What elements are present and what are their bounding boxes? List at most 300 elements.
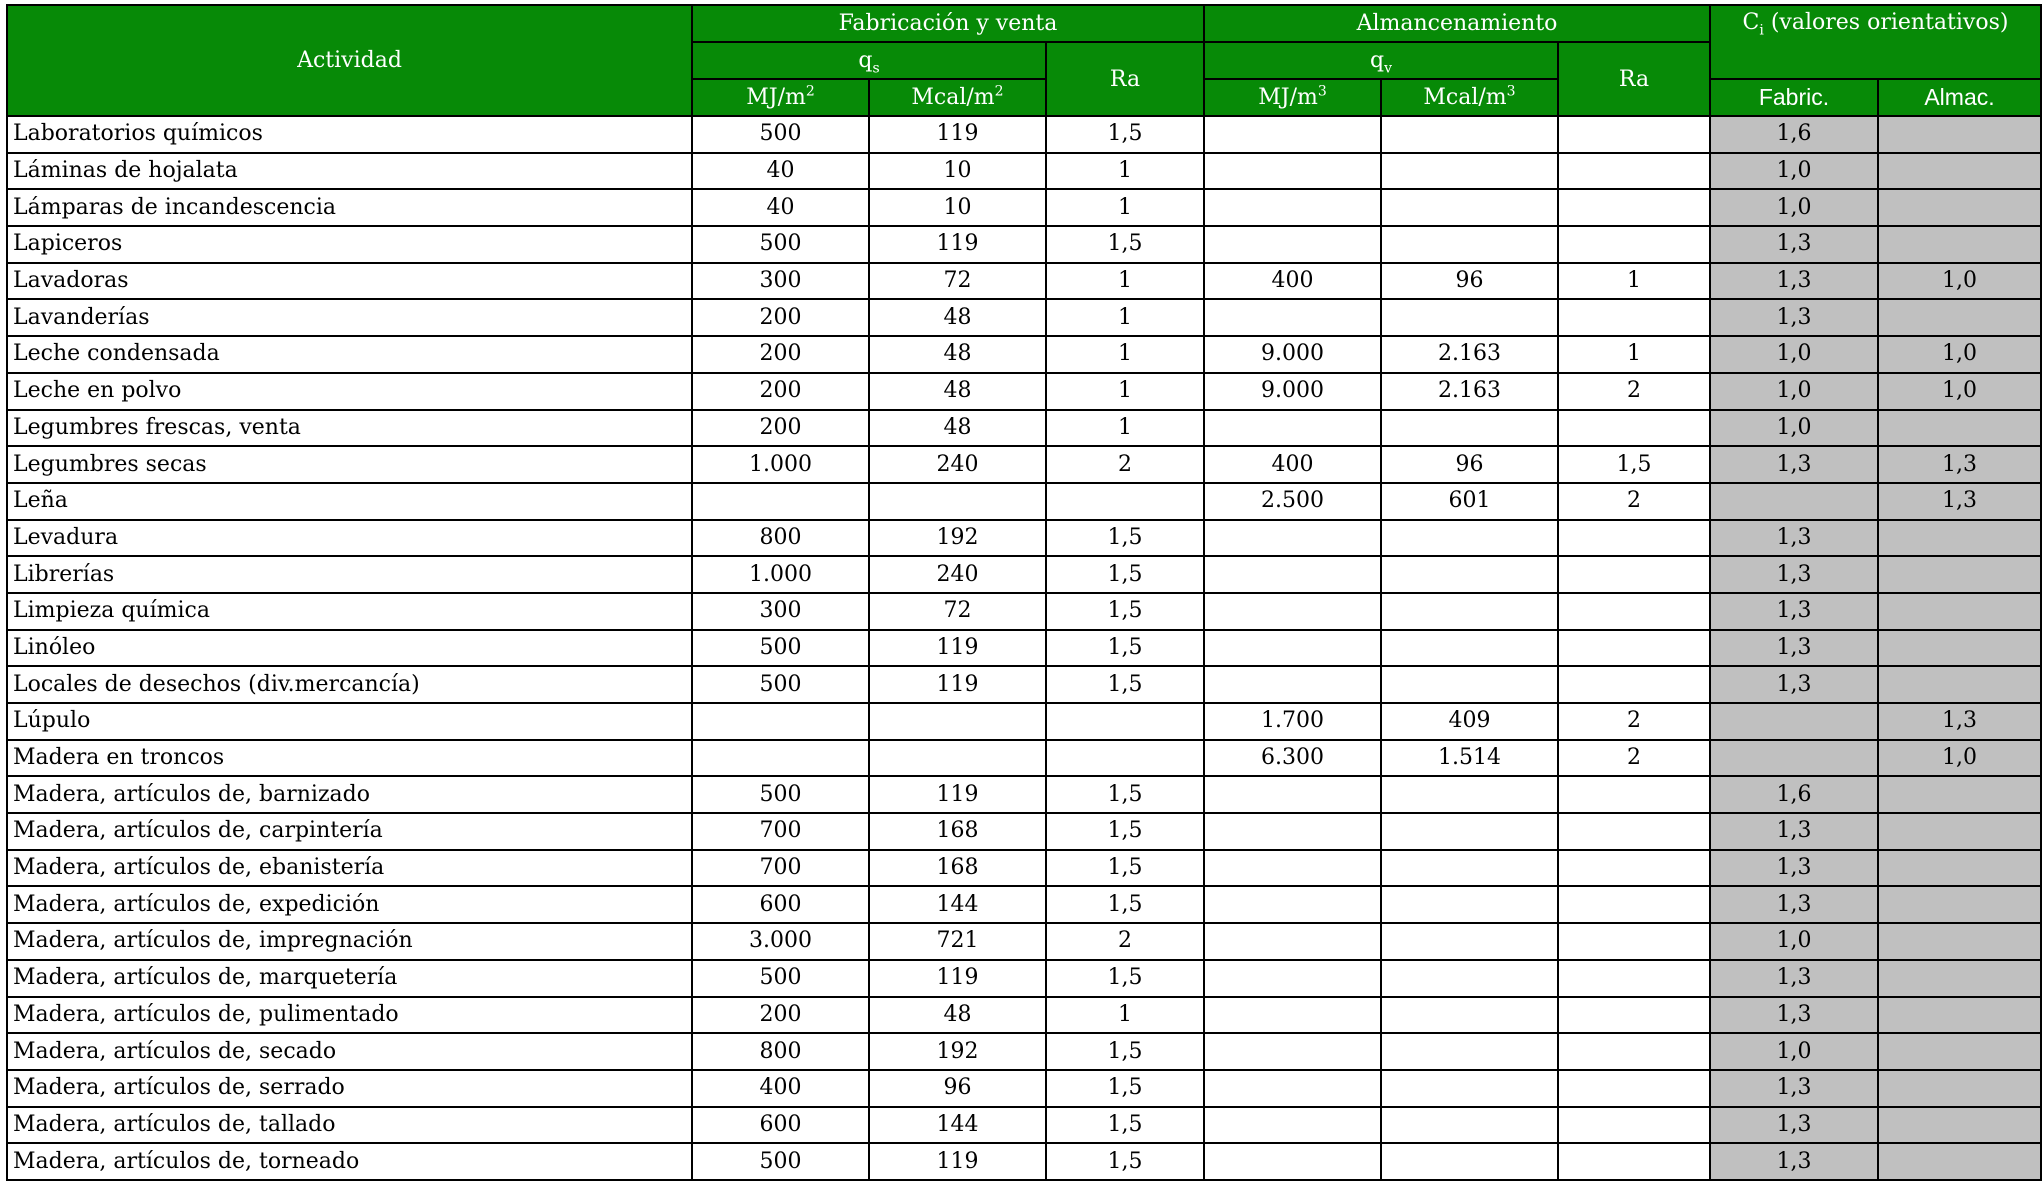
mcal-m3-cell	[1381, 923, 1558, 960]
ra-almacenamiento-cell: 2	[1558, 483, 1710, 520]
mj-m3-cell	[1204, 410, 1381, 447]
ra-almacenamiento-cell	[1558, 997, 1710, 1034]
table-row	[7, 740, 2041, 777]
ra-fabricacion-cell: 1,5	[1046, 593, 1204, 630]
ra-almacenamiento-cell	[1558, 226, 1710, 263]
ci-almac-cell	[1878, 1033, 2041, 1070]
table-row	[7, 997, 2041, 1034]
mcal-m2-cell: 119	[869, 666, 1046, 703]
activity-cell: Locales de desechos (div.mercancía)	[7, 666, 692, 703]
activity-cell: Lapiceros	[7, 226, 692, 263]
mcal-m3-cell	[1381, 153, 1558, 190]
ra-fabricacion-cell: 2	[1046, 446, 1204, 483]
mcal-m3-cell	[1381, 960, 1558, 997]
mj-m2-cell: 800	[692, 520, 869, 557]
mj-m3-cell: 6.300	[1204, 740, 1381, 777]
activity-cell: Madera, artículos de, impregnación	[7, 923, 692, 960]
header-mcal-m3: Mcal/$m^3$	[1381, 79, 1558, 116]
ra-almacenamiento-cell	[1558, 1107, 1710, 1144]
activity-cell: Madera, artículos de, torneado	[7, 1143, 692, 1180]
activity-cell: Leche en polvo	[7, 373, 692, 410]
mj-m3-cell	[1204, 776, 1381, 813]
ci-fabric-cell: 1,3	[1710, 593, 1878, 630]
activity-cell: Lavanderías	[7, 299, 692, 336]
header-almac: Almac.	[1878, 79, 2041, 116]
mcal-m3-cell: 96	[1381, 446, 1558, 483]
table-row	[7, 630, 2041, 667]
mcal-m3-cell: 96	[1381, 263, 1558, 300]
ra-fabricacion-cell: 1,5	[1046, 1033, 1204, 1070]
ci-almac-cell: 1,0	[1878, 373, 2041, 410]
mj-m2-cell: 700	[692, 850, 869, 887]
ci-almac-cell: 1,0	[1878, 740, 2041, 777]
ra-fabricacion-cell	[1046, 740, 1204, 777]
table-row	[7, 153, 2041, 190]
mj-m2-cell: 1.000	[692, 556, 869, 593]
mj-m3-cell	[1204, 850, 1381, 887]
ra-almacenamiento-cell: 2	[1558, 740, 1710, 777]
mcal-m3-cell: 2.163	[1381, 336, 1558, 373]
mj-m3-cell: 400	[1204, 446, 1381, 483]
mj-m2-cell: 500	[692, 1143, 869, 1180]
table-row	[7, 703, 2041, 740]
mcal-m2-cell: 144	[869, 1107, 1046, 1144]
mj-m2-cell: 500	[692, 960, 869, 997]
ci-almac-cell	[1878, 960, 2041, 997]
mcal-m2-cell: 72	[869, 263, 1046, 300]
table-header	[7, 5, 2041, 116]
ra-almacenamiento-cell	[1558, 813, 1710, 850]
mcal-m3-cell: 2.163	[1381, 373, 1558, 410]
ra-fabricacion-cell: 1,5	[1046, 556, 1204, 593]
mj-m3-cell	[1204, 630, 1381, 667]
ci-almac-cell	[1878, 923, 2041, 960]
ra-almacenamiento-cell	[1558, 410, 1710, 447]
table-row	[7, 226, 2041, 263]
activity-cell: Madera, artículos de, tallado	[7, 1107, 692, 1144]
ci-almac-cell	[1878, 813, 2041, 850]
ra-fabricacion-cell: 1,5	[1046, 1070, 1204, 1107]
mj-m2-cell: 40	[692, 153, 869, 190]
mj-m3-cell	[1204, 1070, 1381, 1107]
ci-fabric-cell: 1,0	[1710, 1033, 1878, 1070]
ra-fabricacion-cell: 1,5	[1046, 1143, 1204, 1180]
mj-m3-cell: 9.000	[1204, 336, 1381, 373]
activity-cell: Láminas de hojalata	[7, 153, 692, 190]
ci-almac-cell	[1878, 776, 2041, 813]
table-row	[7, 410, 2041, 447]
ra-fabricacion-cell: 1,5	[1046, 226, 1204, 263]
mcal-m2-cell: 96	[869, 1070, 1046, 1107]
table-row	[7, 666, 2041, 703]
mj-m3-cell	[1204, 1033, 1381, 1070]
ci-almac-cell	[1878, 299, 2041, 336]
ra-fabricacion-cell: 2	[1046, 923, 1204, 960]
activity-cell: Madera, artículos de, carpintería	[7, 813, 692, 850]
mcal-m2-cell: 168	[869, 813, 1046, 850]
ci-fabric-cell: 1,0	[1710, 189, 1878, 226]
activity-cell: Librerías	[7, 556, 692, 593]
mj-m2-cell: 500	[692, 226, 869, 263]
mcal-m3-cell	[1381, 299, 1558, 336]
mcal-m3-cell	[1381, 189, 1558, 226]
ci-fabric-cell: 1,3	[1710, 226, 1878, 263]
mj-m2-cell: 3.000	[692, 923, 869, 960]
ra-almacenamiento-cell	[1558, 116, 1710, 153]
mj-m2-cell: 200	[692, 410, 869, 447]
ci-fabric-cell: 1,3	[1710, 520, 1878, 557]
ci-fabric-cell: 1,6	[1710, 116, 1878, 153]
table-row	[7, 813, 2041, 850]
mj-m3-cell	[1204, 813, 1381, 850]
ci-fabric-cell: 1,3	[1710, 556, 1878, 593]
activity-cell: Madera en troncos	[7, 740, 692, 777]
activity-cell: Madera, artículos de, barnizado	[7, 776, 692, 813]
mcal-m2-cell	[869, 703, 1046, 740]
table-row	[7, 446, 2041, 483]
activity-cell: Limpieza química	[7, 593, 692, 630]
mj-m2-cell: 500	[692, 116, 869, 153]
ci-almac-cell	[1878, 556, 2041, 593]
mj-m3-cell	[1204, 189, 1381, 226]
table-row	[7, 923, 2041, 960]
ci-fabric-cell: 1,3	[1710, 997, 1878, 1034]
mcal-m2-cell: 240	[869, 556, 1046, 593]
mcal-m3-cell	[1381, 776, 1558, 813]
ci-almac-cell: 1,3	[1878, 703, 2041, 740]
table-row	[7, 850, 2041, 887]
mcal-m2-cell	[869, 483, 1046, 520]
table-row	[7, 960, 2041, 997]
mj-m2-cell	[692, 483, 869, 520]
mcal-m3-cell	[1381, 520, 1558, 557]
mcal-m3-cell	[1381, 410, 1558, 447]
header-almacenamiento: Almancenamiento	[1204, 5, 1710, 42]
mcal-m3-cell	[1381, 630, 1558, 667]
mcal-m2-cell	[869, 740, 1046, 777]
mcal-m3-cell	[1381, 850, 1558, 887]
header-qs: $q_s$	[692, 42, 1046, 79]
mj-m3-cell	[1204, 1107, 1381, 1144]
ci-fabric-cell: 1,3	[1710, 1143, 1878, 1180]
activity-cell: Madera, artículos de, expedición	[7, 886, 692, 923]
ra-fabricacion-cell: 1	[1046, 373, 1204, 410]
mcal-m2-cell: 48	[869, 336, 1046, 373]
ci-almac-cell: 1,0	[1878, 263, 2041, 300]
ra-almacenamiento-cell	[1558, 886, 1710, 923]
mcal-m2-cell: 119	[869, 1143, 1046, 1180]
mj-m2-cell: 1.000	[692, 446, 869, 483]
ra-almacenamiento-cell	[1558, 923, 1710, 960]
header-actividad: Actividad	[7, 5, 692, 116]
ci-fabric-cell: 1,6	[1710, 776, 1878, 813]
mj-m2-cell: 500	[692, 776, 869, 813]
mcal-m3-cell	[1381, 593, 1558, 630]
ci-almac-cell	[1878, 666, 2041, 703]
ci-almac-cell	[1878, 189, 2041, 226]
table-row	[7, 189, 2041, 226]
ci-fabric-cell: 1,3	[1710, 263, 1878, 300]
ra-fabricacion-cell: 1,5	[1046, 520, 1204, 557]
mj-m2-cell	[692, 703, 869, 740]
activity-cell: Legumbres secas	[7, 446, 692, 483]
mcal-m3-cell	[1381, 116, 1558, 153]
mj-m3-cell	[1204, 299, 1381, 336]
ra-almacenamiento-cell: 1	[1558, 336, 1710, 373]
ra-fabricacion-cell: 1	[1046, 410, 1204, 447]
ci-fabric-cell	[1710, 740, 1878, 777]
ra-fabricacion-cell: 1	[1046, 263, 1204, 300]
table-row	[7, 483, 2041, 520]
activity-cell: Lúpulo	[7, 703, 692, 740]
mcal-m3-cell	[1381, 666, 1558, 703]
activity-cell: Madera, artículos de, ebanistería	[7, 850, 692, 887]
mcal-m2-cell: 48	[869, 299, 1046, 336]
ra-fabricacion-cell: 1,5	[1046, 813, 1204, 850]
mj-m3-cell	[1204, 960, 1381, 997]
activity-cell: Levadura	[7, 520, 692, 557]
mj-m2-cell: 200	[692, 997, 869, 1034]
table-row	[7, 520, 2041, 557]
ci-fabric-cell: 1,3	[1710, 1070, 1878, 1107]
mj-m3-cell	[1204, 116, 1381, 153]
ra-fabricacion-cell: 1	[1046, 189, 1204, 226]
mcal-m3-cell	[1381, 556, 1558, 593]
header-fabricacion-y-venta: Fabricación y venta	[692, 5, 1204, 42]
activity-cell: Madera, artículos de, secado	[7, 1033, 692, 1070]
table-row	[7, 1143, 2041, 1180]
mcal-m2-cell: 192	[869, 520, 1046, 557]
ra-almacenamiento-cell	[1558, 1143, 1710, 1180]
ci-almac-cell: 1,3	[1878, 446, 2041, 483]
ra-fabricacion-cell: 1,5	[1046, 116, 1204, 153]
mcal-m2-cell: 192	[869, 1033, 1046, 1070]
header-mj-m2: $MJ/m^2$	[692, 79, 869, 116]
mj-m3-cell	[1204, 520, 1381, 557]
ra-fabricacion-cell	[1046, 703, 1204, 740]
ra-fabricacion-cell: 1,5	[1046, 776, 1204, 813]
ra-fabricacion-cell: 1,5	[1046, 630, 1204, 667]
ra-almacenamiento-cell	[1558, 666, 1710, 703]
mj-m2-cell: 200	[692, 299, 869, 336]
header-ra-fabricacion: Ra	[1046, 42, 1204, 116]
mj-m2-cell: 800	[692, 1033, 869, 1070]
header-mj-m3: $MJ/m^3$	[1204, 79, 1381, 116]
mcal-m3-cell	[1381, 1070, 1558, 1107]
ra-almacenamiento-cell	[1558, 776, 1710, 813]
table-row	[7, 1107, 2041, 1144]
ci-fabric-cell: 1,3	[1710, 630, 1878, 667]
ra-fabricacion-cell: 1,5	[1046, 666, 1204, 703]
mj-m2-cell: 400	[692, 1070, 869, 1107]
header-fabric: Fabric.	[1710, 79, 1878, 116]
table-body	[7, 116, 2041, 1180]
ci-fabric-cell: 1,3	[1710, 960, 1878, 997]
activity-cell: Madera, artículos de, serrado	[7, 1070, 692, 1107]
activity-cell: Lámparas de incandescencia	[7, 189, 692, 226]
table-row	[7, 116, 2041, 153]
header-ci-valores-orientativos: $C_i$ (valores orientativos)	[1710, 5, 2041, 79]
mj-m3-cell	[1204, 153, 1381, 190]
activity-cell: Leche condensada	[7, 336, 692, 373]
mj-m2-cell: 500	[692, 630, 869, 667]
ci-fabric-cell: 1,3	[1710, 850, 1878, 887]
ra-almacenamiento-cell	[1558, 153, 1710, 190]
ra-almacenamiento-cell	[1558, 850, 1710, 887]
mcal-m2-cell: 48	[869, 373, 1046, 410]
ra-almacenamiento-cell	[1558, 299, 1710, 336]
ci-fabric-cell	[1710, 703, 1878, 740]
mcal-m2-cell: 119	[869, 226, 1046, 263]
mcal-m3-cell	[1381, 1033, 1558, 1070]
mcal-m2-cell: 721	[869, 923, 1046, 960]
table-row	[7, 336, 2041, 373]
ra-almacenamiento-cell: 1	[1558, 263, 1710, 300]
mcal-m3-cell: 409	[1381, 703, 1558, 740]
table-row	[7, 1070, 2041, 1107]
ci-almac-cell	[1878, 520, 2041, 557]
mcal-m2-cell: 48	[869, 997, 1046, 1034]
mcal-m2-cell: 10	[869, 153, 1046, 190]
mj-m2-cell: 200	[692, 336, 869, 373]
ra-fabricacion-cell: 1,5	[1046, 886, 1204, 923]
mcal-m2-cell: 240	[869, 446, 1046, 483]
mj-m2-cell: 40	[692, 189, 869, 226]
ra-almacenamiento-cell	[1558, 960, 1710, 997]
mj-m3-cell	[1204, 226, 1381, 263]
ra-almacenamiento-cell	[1558, 1070, 1710, 1107]
activity-cell: Legumbres frescas, venta	[7, 410, 692, 447]
mj-m3-cell	[1204, 1143, 1381, 1180]
fire-load-table	[6, 4, 2042, 1181]
header-ra-almacenamiento: Ra	[1558, 42, 1710, 116]
activity-cell: Leña	[7, 483, 692, 520]
mj-m3-cell: 1.700	[1204, 703, 1381, 740]
mcal-m2-cell: 48	[869, 410, 1046, 447]
ra-almacenamiento-cell	[1558, 520, 1710, 557]
table-row	[7, 1033, 2041, 1070]
mcal-m2-cell: 144	[869, 886, 1046, 923]
mj-m3-cell	[1204, 666, 1381, 703]
mj-m2-cell: 600	[692, 1107, 869, 1144]
table-row	[7, 373, 2041, 410]
table-row	[7, 886, 2041, 923]
mcal-m2-cell: 168	[869, 850, 1046, 887]
mj-m3-cell: 9.000	[1204, 373, 1381, 410]
mj-m3-cell: 400	[1204, 263, 1381, 300]
mcal-m2-cell: 119	[869, 116, 1046, 153]
header-qv: $q_v$	[1204, 42, 1558, 79]
mcal-m2-cell: 119	[869, 630, 1046, 667]
activity-cell: Laboratorios químicos	[7, 116, 692, 153]
ra-almacenamiento-cell: 2	[1558, 373, 1710, 410]
mcal-m3-cell	[1381, 886, 1558, 923]
ci-almac-cell	[1878, 226, 2041, 263]
table-row	[7, 299, 2041, 336]
ci-fabric-cell: 1,3	[1710, 886, 1878, 923]
ci-fabric-cell: 1,3	[1710, 813, 1878, 850]
table-row	[7, 556, 2041, 593]
ci-almac-cell	[1878, 593, 2041, 630]
mj-m3-cell: 2.500	[1204, 483, 1381, 520]
ci-fabric-cell	[1710, 483, 1878, 520]
ci-almac-cell	[1878, 850, 2041, 887]
ra-fabricacion-cell: 1	[1046, 299, 1204, 336]
ra-fabricacion-cell: 1	[1046, 153, 1204, 190]
mcal-m2-cell: 10	[869, 189, 1046, 226]
ci-fabric-cell: 1,3	[1710, 299, 1878, 336]
ci-almac-cell	[1878, 153, 2041, 190]
ci-fabric-cell: 1,3	[1710, 1107, 1878, 1144]
mj-m2-cell: 500	[692, 666, 869, 703]
mj-m3-cell	[1204, 556, 1381, 593]
mj-m2-cell: 700	[692, 813, 869, 850]
ra-fabricacion-cell: 1,5	[1046, 850, 1204, 887]
ra-almacenamiento-cell	[1558, 593, 1710, 630]
ci-almac-cell: 1,0	[1878, 336, 2041, 373]
ra-almacenamiento-cell	[1558, 189, 1710, 226]
activity-cell: Linóleo	[7, 630, 692, 667]
ra-almacenamiento-cell	[1558, 556, 1710, 593]
ci-fabric-cell: 1,0	[1710, 923, 1878, 960]
activity-cell: Madera, artículos de, pulimentado	[7, 997, 692, 1034]
activity-cell: Lavadoras	[7, 263, 692, 300]
ra-almacenamiento-cell: 1,5	[1558, 446, 1710, 483]
activity-cell: Madera, artículos de, marquetería	[7, 960, 692, 997]
table-row	[7, 263, 2041, 300]
mcal-m2-cell: 119	[869, 776, 1046, 813]
mj-m2-cell: 300	[692, 263, 869, 300]
mcal-m3-cell	[1381, 1107, 1558, 1144]
mj-m3-cell	[1204, 886, 1381, 923]
ci-almac-cell: 1,3	[1878, 483, 2041, 520]
ci-fabric-cell: 1,0	[1710, 410, 1878, 447]
mcal-m3-cell	[1381, 226, 1558, 263]
mcal-m3-cell: 1.514	[1381, 740, 1558, 777]
mcal-m3-cell	[1381, 1143, 1558, 1180]
ra-almacenamiento-cell: 2	[1558, 703, 1710, 740]
ci-almac-cell	[1878, 116, 2041, 153]
mcal-m3-cell: 601	[1381, 483, 1558, 520]
ra-almacenamiento-cell	[1558, 630, 1710, 667]
mj-m3-cell	[1204, 997, 1381, 1034]
ci-fabric-cell: 1,0	[1710, 373, 1878, 410]
table-row	[7, 593, 2041, 630]
mj-m3-cell	[1204, 593, 1381, 630]
ra-fabricacion-cell: 1	[1046, 997, 1204, 1034]
ra-fabricacion-cell: 1	[1046, 336, 1204, 373]
ci-almac-cell	[1878, 886, 2041, 923]
ci-almac-cell	[1878, 410, 2041, 447]
mj-m3-cell	[1204, 923, 1381, 960]
ra-fabricacion-cell: 1,5	[1046, 960, 1204, 997]
table-row	[7, 776, 2041, 813]
mcal-m3-cell	[1381, 997, 1558, 1034]
mj-m2-cell: 300	[692, 593, 869, 630]
ci-fabric-cell: 1,3	[1710, 666, 1878, 703]
ci-almac-cell	[1878, 1070, 2041, 1107]
mcal-m3-cell	[1381, 813, 1558, 850]
ci-fabric-cell: 1,0	[1710, 336, 1878, 373]
mcal-m2-cell: 72	[869, 593, 1046, 630]
ra-almacenamiento-cell	[1558, 1033, 1710, 1070]
ra-fabricacion-cell: 1,5	[1046, 1107, 1204, 1144]
header-mcal-m2: Mcal/$m^2$	[869, 79, 1046, 116]
ci-fabric-cell: 1,3	[1710, 446, 1878, 483]
mj-m2-cell	[692, 740, 869, 777]
ci-almac-cell	[1878, 1143, 2041, 1180]
ci-fabric-cell: 1,0	[1710, 153, 1878, 190]
